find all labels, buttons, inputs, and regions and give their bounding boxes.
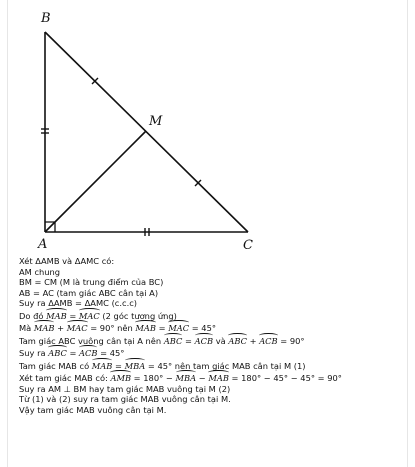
proof-line: Từ (1) và (2) suy ra tam giác MAB vuông cân tại M. xyxy=(19,394,231,404)
proof-line: Tam giác ABC vuông cân tại A nên ABC = ACB và ABC + ACB = 90° xyxy=(19,335,305,346)
angle-symbol: ABC xyxy=(228,335,247,346)
proof-line: Xét ΔAMB và ΔAMC có: xyxy=(19,256,115,266)
angle-symbol: ABC xyxy=(163,335,183,346)
label-m: M xyxy=(149,114,163,129)
proof-line: Do đó MAB = MAC (2 góc tương ứng) xyxy=(19,310,177,321)
angle-symbol: ACB xyxy=(79,348,98,358)
angle-symbol: MAB xyxy=(208,373,229,383)
angle-symbol: MAB xyxy=(91,360,113,371)
label-c: C xyxy=(243,238,253,253)
proof-line: AM chung xyxy=(19,266,61,277)
angle-symbol: MAC xyxy=(168,323,190,333)
label-b: B xyxy=(41,11,51,26)
angle-symbol: MAB xyxy=(46,310,67,321)
proof-text xyxy=(19,256,407,415)
proof-line: Suy ra AM ⊥ BM hay tam giác MAB vuông tại M (2) xyxy=(19,383,231,394)
angle-symbol: ACB xyxy=(194,335,214,346)
angle-symbol: AMB xyxy=(110,373,132,383)
proof-line: AB = AC (tam giác ABC cân tại A) xyxy=(19,287,159,298)
proof-line: Vậy tam giác MAB vuông cân tại M. xyxy=(19,404,167,415)
angle-symbol: MBA xyxy=(124,360,146,371)
label-a: A xyxy=(38,237,48,252)
proof-line: Xét tam giác MAB có: AMB = 180° − MBA − MAB = 180° − 45° − 45° = 90° xyxy=(19,373,342,383)
median-am xyxy=(45,131,146,232)
angle-symbol: MAC xyxy=(66,323,88,333)
proof-line: Suy ra ΔAMB = ΔAMC (c.c.c) xyxy=(19,298,138,308)
proof-line: Suy ra ABC = ACB = 45° xyxy=(19,348,125,358)
angle-symbol: ACB xyxy=(259,335,278,346)
angle-symbol: MBA xyxy=(175,373,197,383)
proof-line: Mà MAB + MAC = 90° nên MAB = MAC = 45° xyxy=(19,323,217,333)
angle-symbol: MAB xyxy=(135,323,156,333)
proof-line: BM = CM (M là trung điểm của BC) xyxy=(19,277,164,287)
angle-symbol: MAB xyxy=(33,323,55,333)
angle-symbol: ABC xyxy=(48,348,67,358)
proof-line: Tam giác MAB có MAB = MBA = 45° nên tam giác MAB cân tại M (1) xyxy=(19,360,306,371)
angle-symbol: MAC xyxy=(78,310,100,321)
